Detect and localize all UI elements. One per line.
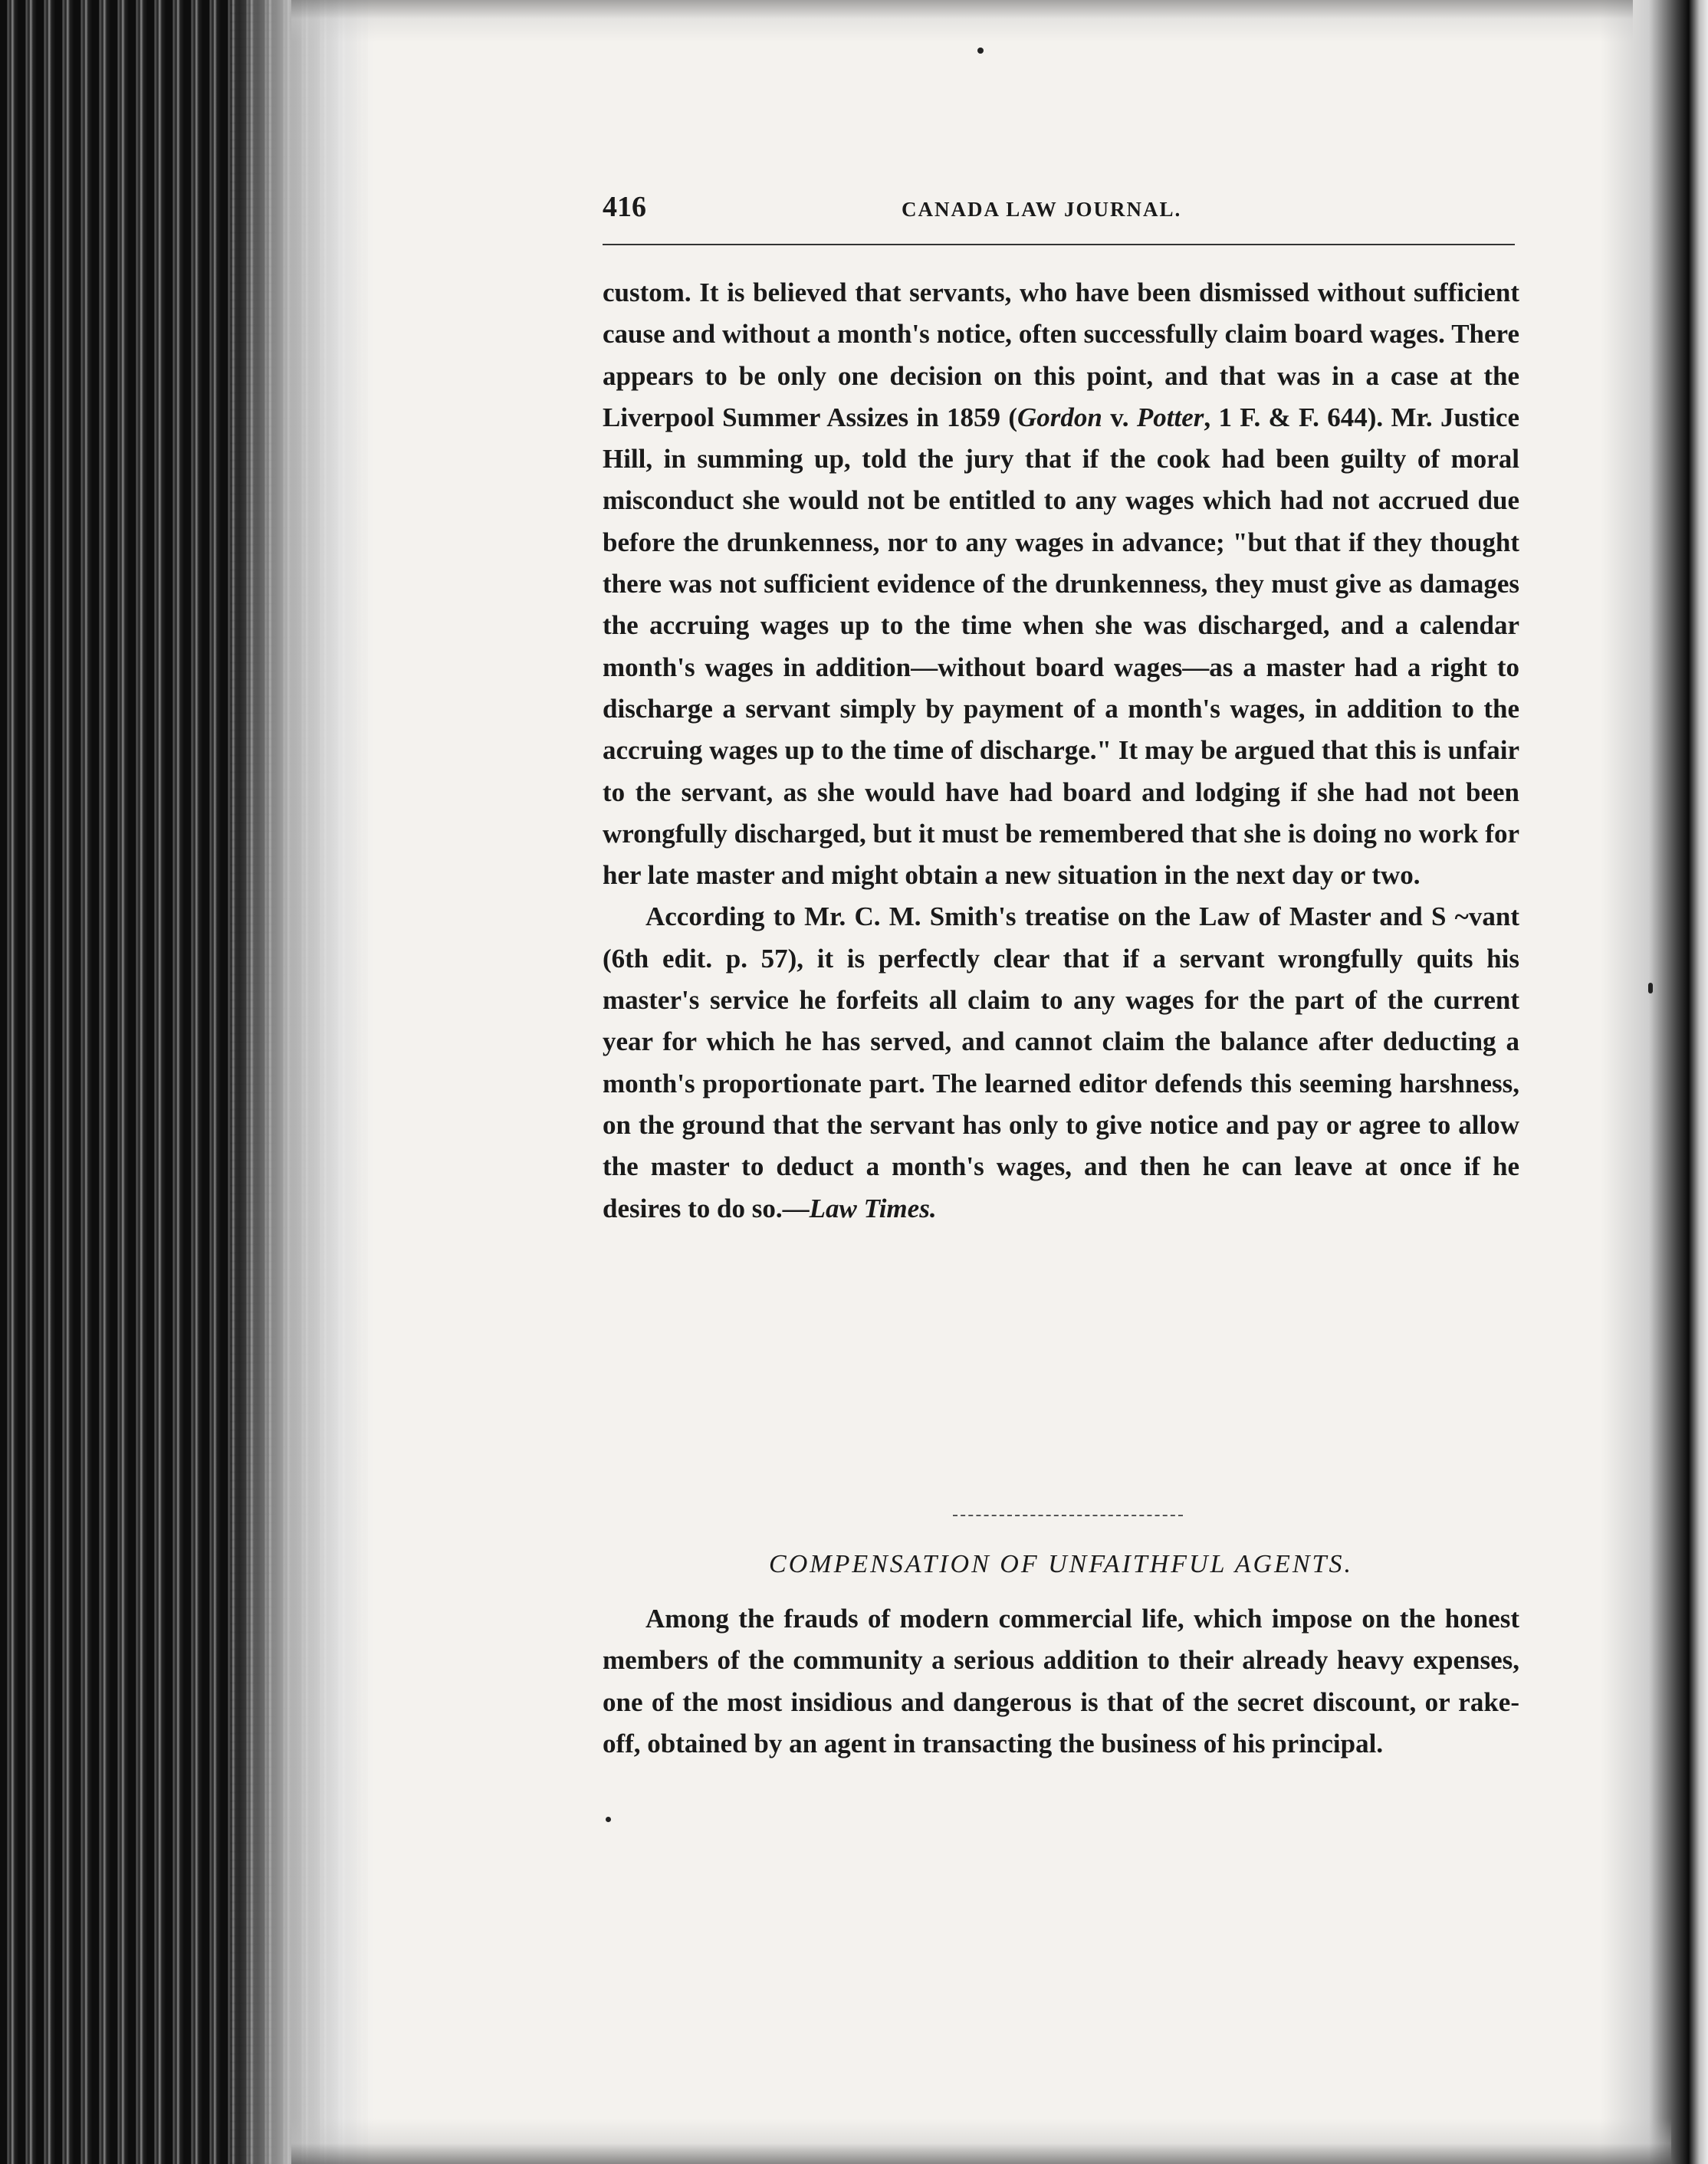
binding-fade — [230, 0, 376, 2164]
source-citation: Law Times. — [809, 1193, 937, 1223]
paragraph-1-part-5: , 1 F. & F. 644). Mr. Justice Hill, in summing up, told the jury that if the cook had been guilty of moral misconduct she would not be entitled to any wages which had not accrued due before the drunkenness, nor to any wages in advance; "but that if they thought there was not sufficient evidence of the drunkenness, they must give as damages the accruing wages up to the time when she was discharged, and a calendar month's wages in addition—without board wages—as a master had a right to discharge a servant simply by payment of a month's wages, in addition to the accruing wages up to the time of discharge." It may be argued that this is unfair to the servant, as she would have had board and lodging if she had not been wrongfully discharged, but it must be remembered that she is doing no work for her late master and might obtain a new situation in the next day or two. — [603, 402, 1519, 891]
article-body — [603, 272, 1519, 1230]
article-paragraph-1 — [603, 272, 1519, 896]
scan-speck — [606, 1817, 611, 1822]
page-number: 416 — [603, 191, 646, 223]
paragraph-2-text: According to Mr. C. M. Smith's treatise on the Law of Master and S ~vant (6th edit. p. 57), it is perfectly clear that if a servant wrongfully quits his master's service he forfeits all claim to any wages for the part of the current year for which he has served, and cannot claim the balance after deducting a month's proportionate part. The learned editor defends this seeming harshness, on the ground that the servant has only to give notice and pay or agree to allow the master to deduct a month's wages, and then he can leave at once if he desires to do so.— — [603, 901, 1519, 1223]
paragraph-1-part-3: v. — [1102, 402, 1137, 432]
case-name-potter: Potter — [1136, 402, 1204, 432]
article-paragraph-2 — [603, 896, 1519, 1229]
scan-speck — [1648, 983, 1653, 993]
section-title: COMPENSATION OF UNFAITHFUL AGENTS. — [769, 1550, 1353, 1578]
header-rule — [603, 244, 1515, 245]
top-page-edge — [291, 0, 1633, 42]
bottom-page-edge — [291, 2118, 1671, 2164]
scan-speck — [977, 48, 984, 54]
article-2-paragraph-1: Among the frauds of modern commercial life, which impose on the honest members of the community a serious addition to their already heavy expenses, one of the most insidious and dangerous is that of the secret discount, or rake-off, obtained by an agent in transacting the business of his principal. — [603, 1604, 1519, 1758]
running-header — [603, 190, 1522, 244]
section-divider — [953, 1515, 1183, 1516]
journal-title: CANADA LAW JOURNAL. — [902, 198, 1182, 221]
right-page-edge — [1601, 0, 1708, 2164]
article-2-body — [603, 1598, 1519, 1765]
paragraph-1-part-1: custom. It is believed that servants, who have been dismissed without sufficient cause and without a month's notice, often successfully claim board wages. There appears to be only one decision on this point, and that was in a case at the Liverpool Summer Assizes in 1859 ( — [603, 277, 1519, 432]
case-name-gordon: Gordon — [1017, 402, 1102, 432]
